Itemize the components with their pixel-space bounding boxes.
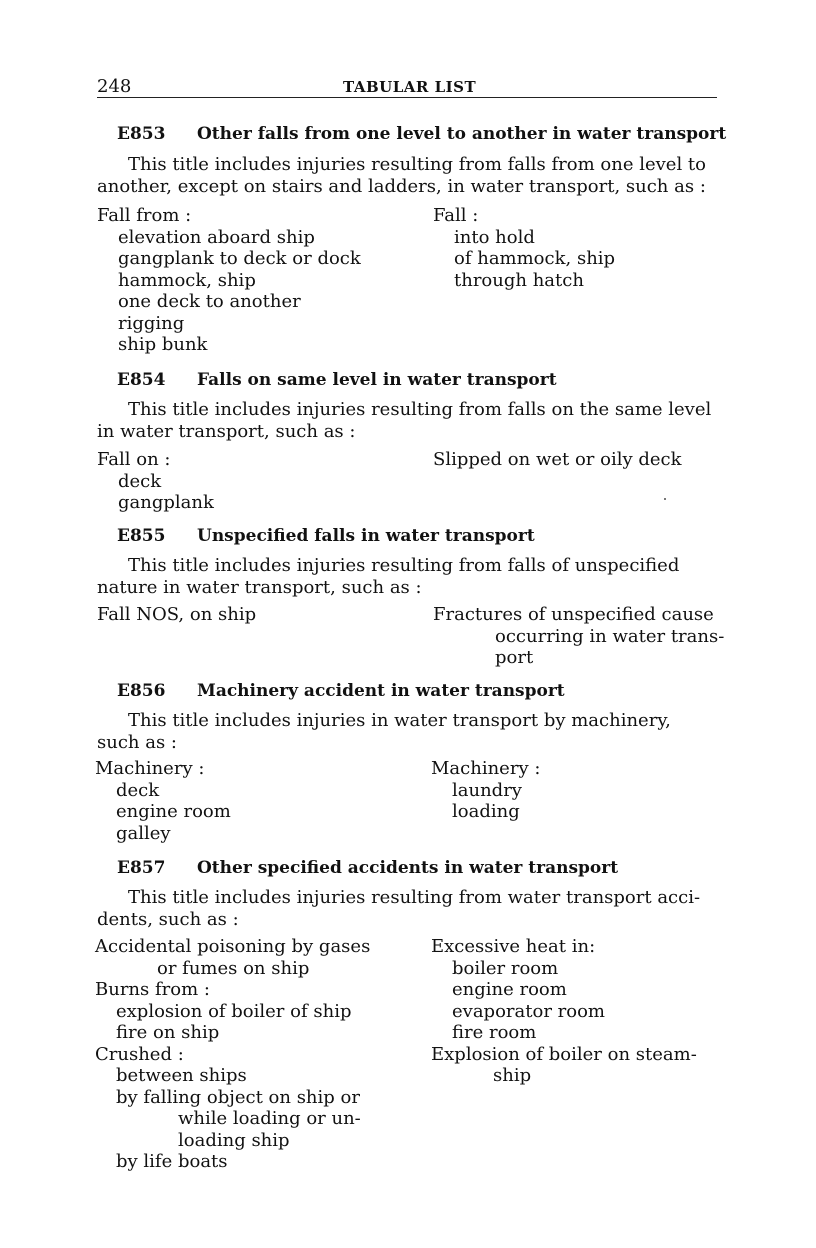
- section-intro: [97, 887, 717, 930]
- header-rule: [97, 97, 717, 98]
- list-item: rigging: [118, 312, 185, 334]
- list-heading: Burns from :: [95, 979, 210, 1000]
- section-intro: [97, 399, 717, 442]
- intro-line: dents, such as :: [97, 908, 239, 930]
- list-item: boiler room: [452, 957, 559, 979]
- list-item-continuation: ship: [493, 1065, 532, 1086]
- running-title: TABULAR LIST: [343, 78, 477, 96]
- intro-line: nature in water transport, such as :: [97, 576, 422, 598]
- list-item: Explosion of boiler on steam-: [431, 1043, 697, 1065]
- left-column: [97, 604, 256, 626]
- list-item: one deck to another: [118, 291, 301, 312]
- list-item: fire on ship: [116, 1022, 220, 1043]
- section-code: E853: [117, 124, 166, 144]
- list-item-continuation: or fumes on ship: [157, 957, 310, 979]
- right-column: [433, 449, 682, 471]
- list-item: gangplank: [118, 492, 214, 513]
- list-item: elevation aboard ship: [118, 226, 315, 248]
- left-column: [95, 758, 231, 844]
- list-item: by life boats: [116, 1151, 228, 1172]
- section-title: Machinery accident in water transport: [197, 681, 565, 701]
- list-item-continuation: port: [495, 647, 534, 668]
- list-item: Slipped on wet or oily deck: [433, 449, 682, 470]
- left-column: [95, 936, 370, 1173]
- intro-line: This title includes injuries in water transport by machinery,: [128, 710, 671, 731]
- list-item: ship bunk: [118, 334, 208, 355]
- list-item: Fall NOS, on ship: [97, 604, 257, 625]
- right-column: [433, 205, 615, 291]
- section-heading: [117, 858, 618, 878]
- section-code: E854: [117, 370, 166, 390]
- right-column: [431, 758, 540, 823]
- intro-line: This title includes injuries resulting from water transport acci-: [128, 887, 701, 908]
- list-heading: Machinery :: [95, 758, 205, 779]
- list-item: engine room: [116, 801, 231, 822]
- list-item: of hammock, ship: [454, 248, 616, 269]
- left-column: [97, 205, 361, 356]
- intro-line: This title includes injuries resulting from falls on the same level: [128, 399, 712, 420]
- section-title: Unspecified falls in water transport: [197, 526, 535, 546]
- list-heading: Machinery :: [431, 758, 541, 779]
- list-heading: Fall from :: [97, 205, 192, 226]
- list-heading: Fall :: [433, 205, 479, 226]
- intro-line: another, except on stairs and ladders, in water transport, such as :: [97, 175, 706, 197]
- list-item: Accidental poisoning by gases: [95, 936, 371, 957]
- print-speck: [664, 498, 666, 500]
- list-item-continuation: occurring in water trans-: [495, 625, 725, 647]
- section-heading: [117, 526, 535, 546]
- section-intro: [97, 710, 717, 753]
- intro-line: This title includes injuries resulting from falls from one level to: [128, 154, 706, 175]
- intro-line: This title includes injuries resulting from falls of unspecified: [128, 555, 680, 576]
- section-title: Other falls from one level to another in water transport: [197, 124, 727, 144]
- intro-line: in water transport, such as :: [97, 420, 356, 442]
- list-item: hammock, ship: [118, 269, 256, 291]
- list-item: by falling object on ship or: [116, 1086, 360, 1108]
- running-header: [97, 76, 717, 98]
- section-heading: [117, 370, 557, 390]
- section-code: E857: [117, 858, 166, 878]
- list-item-continuation: loading ship: [178, 1129, 290, 1151]
- list-item: deck: [116, 779, 160, 801]
- list-item: into hold: [454, 226, 535, 248]
- list-heading: Excessive heat in:: [431, 936, 596, 957]
- page-number: 248: [97, 76, 132, 97]
- list-item: loading: [452, 801, 520, 822]
- section-intro: [97, 154, 717, 197]
- section-title: Other specified accidents in water transport: [197, 858, 619, 878]
- list-item-continuation: while loading or un-: [178, 1108, 361, 1129]
- list-item: through hatch: [454, 269, 584, 291]
- list-item: evaporator room: [452, 1000, 605, 1022]
- list-item: gangplank to deck or dock: [118, 248, 361, 269]
- list-item: laundry: [452, 779, 522, 801]
- right-column: [433, 604, 724, 669]
- list-item: Fractures of unspecified cause: [433, 604, 714, 625]
- intro-line: such as :: [97, 731, 177, 753]
- list-item: deck: [118, 470, 162, 492]
- list-heading: Crushed :: [95, 1043, 184, 1065]
- left-column: [97, 449, 214, 514]
- right-column: [431, 936, 697, 1087]
- section-code: E855: [117, 526, 166, 546]
- list-item: explosion of boiler of ship: [116, 1000, 352, 1022]
- section-heading: [117, 681, 565, 701]
- list-item: fire room: [452, 1022, 537, 1043]
- section-heading: [117, 124, 726, 144]
- section-title: Falls on same level in water transport: [197, 370, 557, 390]
- list-item: between ships: [116, 1065, 247, 1086]
- list-item: engine room: [452, 979, 567, 1000]
- list-heading: Fall on :: [97, 449, 171, 470]
- section-code: E856: [117, 681, 166, 701]
- list-item: galley: [116, 822, 171, 844]
- section-intro: [97, 555, 717, 598]
